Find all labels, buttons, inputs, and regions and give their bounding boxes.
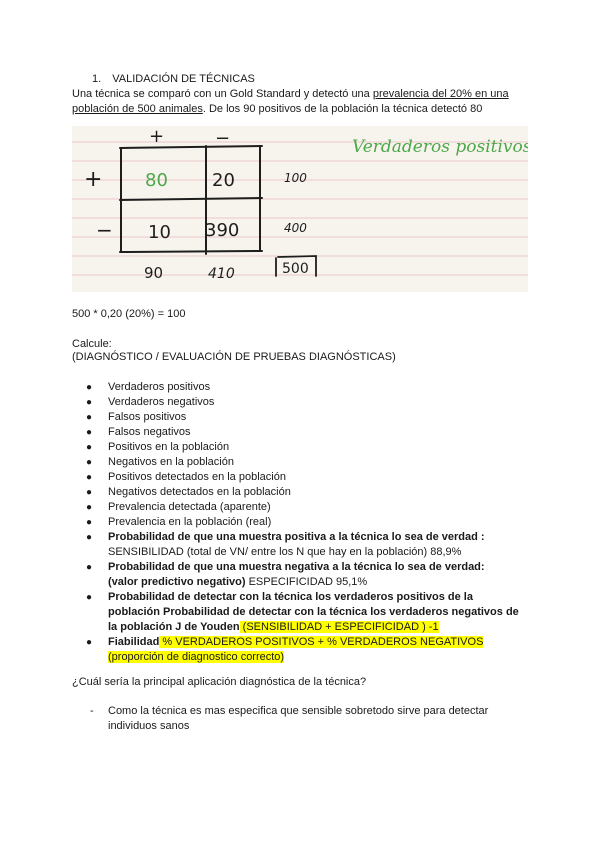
list-item: ● Positivos en la población	[86, 441, 230, 453]
col1-total: 90	[144, 264, 164, 282]
bullet-dot: ●	[86, 592, 93, 603]
cell-false-positive: 20	[212, 170, 235, 191]
list-item: ● Verdaderos negativos	[86, 396, 215, 408]
calc-list	[86, 380, 519, 665]
list-item: ● Positivos detectados en la población	[86, 471, 286, 483]
bullet-dot: ●	[86, 472, 93, 483]
row-minus-label: −	[96, 218, 113, 242]
row-plus-label: +	[84, 167, 103, 192]
list-item: ● Prevalencia en la población (real)	[86, 516, 272, 528]
bullet-dot: ●	[86, 637, 93, 648]
list-item-youden: ● Probabilidad de detectar con la técnica los verdaderos positivos de la población Probabilidad de detectar con la técnica los verdaderos negativos de la población J de Youden (SENSIBILIDAD + ESPECIFICIDAD ) -1	[86, 591, 519, 633]
bullet-dot: ●	[86, 382, 93, 393]
col-minus-label: −	[215, 128, 231, 149]
bullet-dot: ●	[86, 442, 93, 453]
answer-line-1: Como la técnica es mas especifica que sensible sobretodo sirve para detectar	[108, 705, 489, 717]
calc-line: 500 * 0,20 (20%) = 100	[72, 308, 186, 320]
section-heading	[92, 72, 255, 87]
cell-false-negative: 10	[148, 222, 171, 243]
handwritten-table-figure	[72, 126, 528, 292]
calcule-label: Calcule:	[72, 338, 112, 350]
bullet-dot: ●	[86, 487, 93, 498]
intro-underlined-2: población de 500 animales	[72, 103, 203, 115]
calcule-subtitle: (DIAGNÓSTICO / EVALUACIÓN DE PRUEBAS DIAGNÓSTICAS)	[72, 351, 396, 363]
heading-number: 1.	[92, 73, 102, 85]
bullet-dot: ●	[86, 532, 93, 543]
row2-total: 400	[284, 221, 307, 235]
list-item-sensibilidad: ● Probabilidad de que una muestra positiva a la técnica lo sea de verdad : SENSIBILIDAD (total de VN/ entre los N que hay en la población) 88,9%	[86, 531, 485, 558]
list-item: ● Prevalencia detectada (aparente)	[86, 501, 271, 513]
list-item-especificidad: ● Probabilidad de que una muestra negativa a la técnica lo sea de verdad: (valor predictivo negativo) ESPECIFICIDAD 95,1%	[86, 561, 485, 588]
annotation-verdaderos-positivos: Verdaderos positivos	[352, 137, 528, 157]
row1-total: 100	[284, 171, 307, 185]
grand-total: 500	[282, 261, 309, 277]
list-item: ● Falsos positivos	[86, 411, 187, 423]
list-item-fiabilidad: ● Fiabilidad % VERDADEROS POSITIVOS + % VERDADEROS NEGATIVOS (proporción de diagnostico correcto)	[86, 636, 484, 663]
bullet-dot: ●	[86, 562, 93, 573]
intro-text-1: Una técnica se comparó con un Gold Standard y detectó una	[72, 88, 373, 100]
bullet-dot: ●	[86, 517, 93, 528]
heading-title: VALIDACIÓN DE TÉCNICAS	[112, 73, 255, 85]
list-item: ● Negativos en la población	[86, 456, 234, 468]
list-item: ● Verdaderos positivos	[86, 381, 211, 393]
bullet-dot: ●	[86, 397, 93, 408]
bullet-dot: ●	[86, 412, 93, 423]
bullet-dot: ●	[86, 427, 93, 438]
bullet-dot: ●	[86, 502, 93, 513]
col-plus-label: +	[149, 126, 165, 147]
answer-line-2: individuos sanos	[108, 720, 190, 732]
cell-true-negative: 390	[205, 220, 240, 241]
figure-svg	[72, 126, 528, 292]
question-text: ¿Cuál sería la principal aplicación diagnóstica de la técnica?	[72, 676, 367, 688]
col2-total: 410	[208, 266, 235, 282]
intro-line-2	[72, 102, 482, 117]
intro-line-1	[72, 87, 509, 102]
list-item: ● Negativos detectados en la población	[86, 486, 291, 498]
cell-true-positive: 80	[145, 170, 168, 191]
intro-underlined-1: prevalencia del 20% en una	[372, 88, 509, 100]
intro-text-2: . De los 90 positivos de la población la técnica detectó 80	[202, 103, 483, 115]
list-item: ● Falsos negativos	[86, 426, 191, 438]
answer-dash: -	[90, 705, 94, 717]
bullet-dot: ●	[86, 457, 93, 468]
